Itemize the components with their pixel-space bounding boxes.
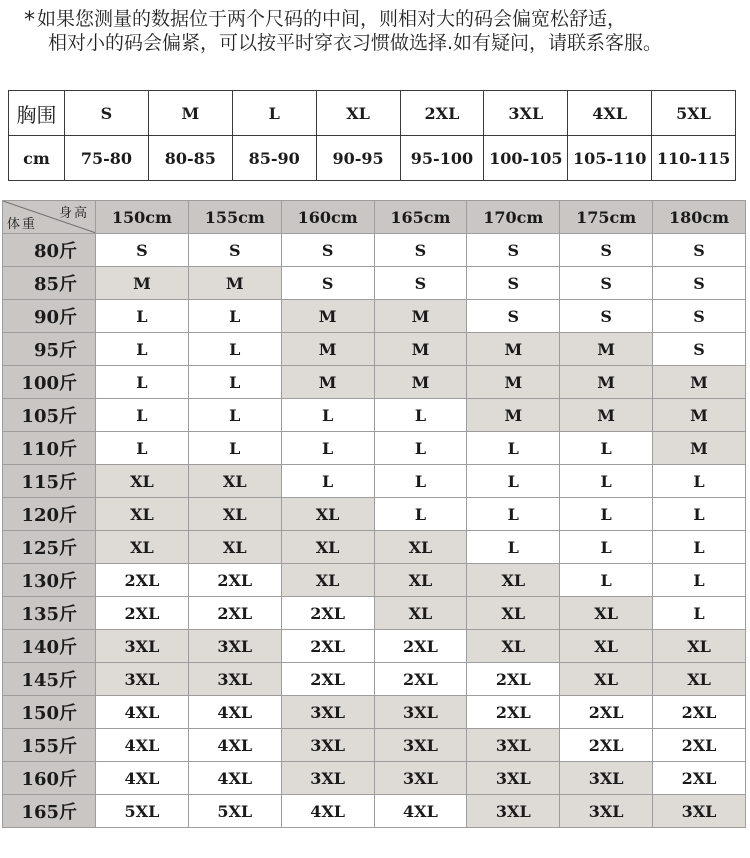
bust-range-cell: 110-115 (652, 136, 736, 181)
weight-cell: 135斤 (3, 597, 96, 630)
height-header-cell: 180cm (653, 201, 746, 234)
height-header-cell: 155cm (188, 201, 281, 234)
weight-cell: 165斤 (3, 795, 96, 828)
size-cell: S (281, 267, 374, 300)
size-cell: L (188, 300, 281, 333)
size-cell: XL (188, 531, 281, 564)
bust-size-cell: XL (316, 91, 400, 136)
size-cell: XL (281, 498, 374, 531)
size-cell: L (96, 399, 189, 432)
size-cell: M (374, 366, 467, 399)
size-cell: XL (374, 597, 467, 630)
size-cell: M (188, 267, 281, 300)
size-cell: 3XL (281, 696, 374, 729)
weight-cell: 130斤 (3, 564, 96, 597)
bust-size-cell: L (232, 91, 316, 136)
size-cell: L (188, 399, 281, 432)
weight-cell: 95斤 (3, 333, 96, 366)
table-row (3, 465, 746, 498)
weight-cell: 150斤 (3, 696, 96, 729)
size-cell: L (560, 498, 653, 531)
bust-range-cell: 85-90 (232, 136, 316, 181)
table-row (3, 234, 746, 267)
bust-size-cell: 2XL (400, 91, 484, 136)
height-weight-size-table (2, 200, 746, 828)
weight-cell: 140斤 (3, 630, 96, 663)
weight-cell: 110斤 (3, 432, 96, 465)
table-row (3, 696, 746, 729)
bust-size-cell: 4XL (568, 91, 652, 136)
table-row (3, 366, 746, 399)
weight-axis-label: 体重 (7, 217, 38, 232)
size-cell: 4XL (188, 729, 281, 762)
table-corner-cell (3, 201, 96, 234)
size-cell: 5XL (96, 795, 189, 828)
note-text-1: 如果您测量的数据位于两个尺码的中间，则相对大的码会偏宽松舒适， (37, 8, 627, 30)
size-cell: L (560, 564, 653, 597)
weight-cell: 160斤 (3, 762, 96, 795)
size-cell: 3XL (281, 729, 374, 762)
size-cell: XL (467, 597, 560, 630)
size-cell: XL (281, 531, 374, 564)
table-row (3, 399, 746, 432)
table-row (3, 300, 746, 333)
table-row (3, 531, 746, 564)
size-cell: L (374, 465, 467, 498)
size-cell: L (653, 498, 746, 531)
size-cell: 2XL (188, 564, 281, 597)
size-cell: S (374, 234, 467, 267)
weight-cell: 85斤 (3, 267, 96, 300)
size-cell: L (188, 366, 281, 399)
table-row (3, 597, 746, 630)
table-row (3, 663, 746, 696)
size-cell: L (467, 531, 560, 564)
size-cell: L (653, 564, 746, 597)
size-cell: 4XL (96, 729, 189, 762)
size-cell: 3XL (374, 696, 467, 729)
bust-range-row (9, 136, 736, 181)
bust-range-cell: 95-100 (400, 136, 484, 181)
height-header-cell: 170cm (467, 201, 560, 234)
size-cell: M (653, 399, 746, 432)
bust-size-cell: S (65, 91, 149, 136)
table-row (3, 267, 746, 300)
size-cell: 3XL (188, 663, 281, 696)
size-cell: M (560, 399, 653, 432)
bust-range-cell: 80-85 (148, 136, 232, 181)
size-cell: L (96, 300, 189, 333)
size-cell: 2XL (96, 597, 189, 630)
bust-size-table (8, 90, 736, 181)
size-cell: 3XL (560, 762, 653, 795)
size-cell: 2XL (560, 696, 653, 729)
size-cell: S (96, 234, 189, 267)
weight-cell: 90斤 (3, 300, 96, 333)
size-cell: XL (467, 630, 560, 663)
size-cell: 3XL (653, 795, 746, 828)
size-cell: S (374, 267, 467, 300)
size-cell: S (467, 300, 560, 333)
table-row (3, 498, 746, 531)
size-cell: XL (560, 663, 653, 696)
weight-cell: 125斤 (3, 531, 96, 564)
size-cell: XL (653, 663, 746, 696)
size-cell: M (281, 300, 374, 333)
table-row (3, 729, 746, 762)
size-cell: L (96, 333, 189, 366)
asterisk-icon: * (24, 8, 35, 33)
size-cell: M (281, 366, 374, 399)
size-cell: XL (96, 531, 189, 564)
table-row (3, 630, 746, 663)
size-cell: L (467, 432, 560, 465)
size-cell: S (653, 333, 746, 366)
size-cell: L (653, 465, 746, 498)
size-cell: 3XL (374, 729, 467, 762)
height-header-row (3, 201, 746, 234)
size-cell: M (560, 366, 653, 399)
size-cell: L (188, 333, 281, 366)
weight-cell: 100斤 (3, 366, 96, 399)
size-cell: L (560, 531, 653, 564)
size-cell: L (281, 465, 374, 498)
table-row (3, 333, 746, 366)
size-cell: L (281, 399, 374, 432)
size-cell: S (560, 300, 653, 333)
bust-size-row (9, 91, 736, 136)
table-row (3, 564, 746, 597)
size-cell: S (188, 234, 281, 267)
size-cell: L (96, 432, 189, 465)
size-cell: 3XL (374, 762, 467, 795)
size-cell: S (560, 267, 653, 300)
size-cell: 3XL (188, 630, 281, 663)
size-cell: 4XL (96, 762, 189, 795)
size-advice-note (24, 8, 744, 55)
size-cell: M (374, 333, 467, 366)
height-axis-label: 身高 (58, 206, 89, 221)
table-row (3, 432, 746, 465)
size-cell: 3XL (281, 762, 374, 795)
size-cell: 5XL (188, 795, 281, 828)
size-cell: 3XL (467, 762, 560, 795)
bust-range-cell: 90-95 (316, 136, 400, 181)
bust-size-cell: 5XL (652, 91, 736, 136)
size-cell: XL (96, 498, 189, 531)
size-cell: L (188, 432, 281, 465)
weight-cell: 145斤 (3, 663, 96, 696)
size-cell: S (653, 267, 746, 300)
size-cell: L (467, 465, 560, 498)
size-cell: 3XL (560, 795, 653, 828)
size-cell: M (281, 333, 374, 366)
note-line-1 (24, 8, 744, 32)
size-cell: XL (281, 564, 374, 597)
size-cell: S (560, 234, 653, 267)
size-cell: L (281, 432, 374, 465)
size-cell: L (560, 465, 653, 498)
bust-size-cell: M (148, 91, 232, 136)
size-cell: S (653, 300, 746, 333)
size-cell: 2XL (374, 663, 467, 696)
size-cell: 4XL (188, 762, 281, 795)
bust-range-cell: 105-110 (568, 136, 652, 181)
size-cell: S (467, 234, 560, 267)
size-cell: XL (188, 498, 281, 531)
size-cell: 3XL (467, 795, 560, 828)
size-cell: XL (560, 630, 653, 663)
size-cell: 2XL (281, 630, 374, 663)
size-cell: L (653, 597, 746, 630)
size-cell: 3XL (467, 729, 560, 762)
weight-cell: 105斤 (3, 399, 96, 432)
size-cell: 2XL (653, 696, 746, 729)
size-cell: S (467, 267, 560, 300)
height-header-cell: 165cm (374, 201, 467, 234)
size-cell: 3XL (96, 630, 189, 663)
table-row (3, 795, 746, 828)
size-cell: M (467, 366, 560, 399)
table-row (3, 762, 746, 795)
size-cell: XL (188, 465, 281, 498)
size-cell: L (653, 531, 746, 564)
size-cell: L (96, 366, 189, 399)
size-cell: 3XL (96, 663, 189, 696)
bust-unit-label: cm (9, 136, 65, 181)
bust-range-cell: 100-105 (484, 136, 568, 181)
size-cell: L (374, 432, 467, 465)
size-cell: 2XL (281, 597, 374, 630)
bust-label: 胸围 (9, 91, 65, 136)
note-line-2: 相对小的码会偏紧，可以按平时穿衣习惯做选择.如有疑问，请联系客服。 (48, 32, 663, 54)
size-cell: M (467, 399, 560, 432)
size-cell: XL (374, 531, 467, 564)
size-cell: XL (653, 630, 746, 663)
size-cell: 2XL (653, 729, 746, 762)
size-cell: 2XL (560, 729, 653, 762)
size-cell: 2XL (467, 663, 560, 696)
size-cell: L (467, 498, 560, 531)
size-cell: M (653, 432, 746, 465)
size-cell: XL (467, 564, 560, 597)
size-cell: 4XL (96, 696, 189, 729)
size-cell: M (467, 333, 560, 366)
size-cell: 4XL (188, 696, 281, 729)
weight-cell: 80斤 (3, 234, 96, 267)
size-cell: 2XL (653, 762, 746, 795)
size-cell: M (374, 300, 467, 333)
size-cell: 2XL (188, 597, 281, 630)
size-cell: S (653, 234, 746, 267)
size-cell: L (374, 498, 467, 531)
size-cell: XL (374, 564, 467, 597)
size-cell: XL (560, 597, 653, 630)
size-cell: 2XL (374, 630, 467, 663)
size-cell: 4XL (374, 795, 467, 828)
height-header-cell: 150cm (96, 201, 189, 234)
weight-cell: 115斤 (3, 465, 96, 498)
weight-cell: 120斤 (3, 498, 96, 531)
size-cell: 4XL (281, 795, 374, 828)
height-header-cell: 160cm (281, 201, 374, 234)
size-cell: S (281, 234, 374, 267)
height-header-cell: 175cm (560, 201, 653, 234)
size-table-body (3, 234, 746, 828)
size-cell: 2XL (96, 564, 189, 597)
weight-cell: 155斤 (3, 729, 96, 762)
bust-range-cell: 75-80 (65, 136, 149, 181)
size-cell: M (560, 333, 653, 366)
size-cell: 2XL (467, 696, 560, 729)
size-cell: M (653, 366, 746, 399)
bust-size-cell: 3XL (484, 91, 568, 136)
size-cell: XL (96, 465, 189, 498)
size-cell: 2XL (281, 663, 374, 696)
size-cell: L (374, 399, 467, 432)
size-cell: L (560, 432, 653, 465)
size-cell: M (96, 267, 189, 300)
